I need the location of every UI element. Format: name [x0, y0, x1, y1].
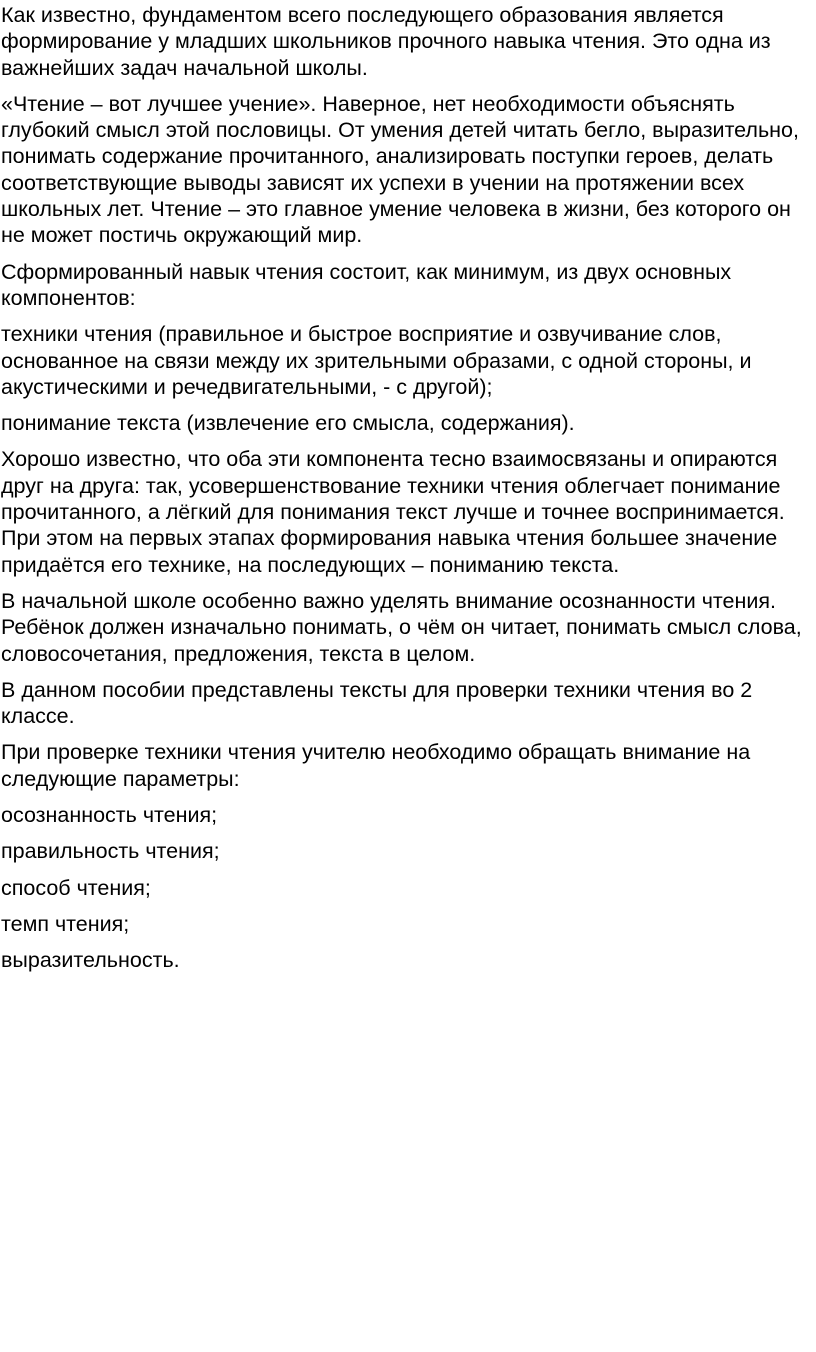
paragraph-awareness: В начальной школе особенно важно уделять внимание осознанности чтения. Ребёнок должен изначально понимать, о чём он читает, понимать смысл слова, словосочетания, предложения, текста в целом.	[1, 588, 802, 666]
list-item-expressiveness: выразительность.	[1, 948, 180, 973]
list-item-method: способ чтения;	[1, 875, 151, 900]
list-item-pace: темп чтения;	[1, 911, 130, 936]
paragraph-intro: Как известно, фундаментом всего последующего образования является формирование у младших школьников прочного навыка чтения. Это одна из важнейших задач начальной школы.	[1, 3, 771, 80]
paragraph-parameters: При проверке техники чтения учителю необходимо обращать внимание на следующие параметры:	[1, 740, 751, 791]
paragraph-interrelation: Хорошо известно, что оба эти компонента тесно взаимосвязаны и опираются друг на друга: так, усовершенствование техники чтения облегчает понимание прочитанного, а лёгкий для понимания текст лучше и точнее воспринимается. При этом на первых этапах формирования навыка чтения большее значение придаётся его технике, на последующих – пониманию текста.	[1, 447, 785, 577]
list-item-awareness: осознанность чтения;	[1, 803, 218, 828]
paragraph-manual: В данном пособии представлены тексты для проверки техники чтения во 2 классе.	[1, 677, 753, 729]
paragraph-technique: техники чтения (правильное и быстрое восприятие и озвучивание слов, основанное на связи между их зрительными образами, с одной стороны, и акустическими и речедвигательными, - с другой);	[1, 322, 752, 399]
paragraph-components: Сформированный навык чтения состоит, как минимум, из двух основных компонентов:	[1, 259, 732, 310]
paragraph-proverb: «Чтение – вот лучшее учение». Наверное, нет необходимости объяснять глубокий смысл этой пословицы. От умения детей читать бегло, выразительно, понимать содержание прочитанного, анализировать поступки героев, делать соответствующие выводы зависят их успехи в учении на протяжении всех школьных лет. Чтение – это главное умение человека в жизни, без которого он не может постичь окружающий мир.	[1, 91, 799, 248]
list-item-correctness: правильность чтения;	[1, 839, 220, 864]
paragraph-understanding: понимание текста (извлечение его смысла, содержания).	[1, 411, 575, 436]
